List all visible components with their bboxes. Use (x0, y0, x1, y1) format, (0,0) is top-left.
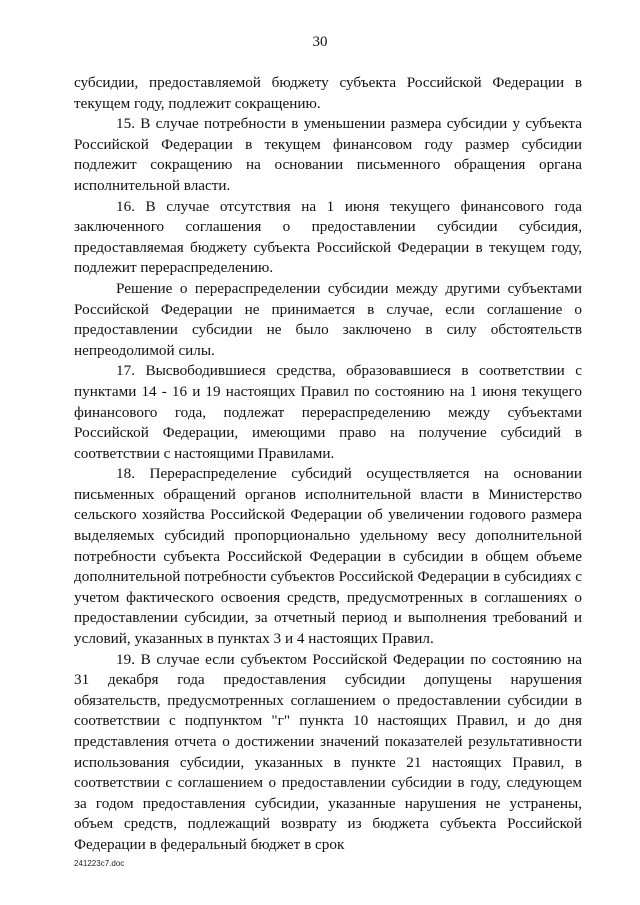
paragraph-redistribution-decision: Решение о перераспределении субсидии между другими субъектами Российской Федерации не принимается в случае, если соглашение о предоставлении субсидии не было заключено в силу обстоятельств непреодолимой силы. (74, 279, 582, 359)
paragraph-item-17: 17. Высвободившиеся средства, образовавшиеся в соответствии с пунктами 14 - 16 и 19 настоящих Правил по состоянию на 1 июня текущего финансового года, подлежат перераспределению между субъектами Российской Федерации, имеющими право на получение субсидий в соответствии с настоящими Правилами. (74, 362, 582, 462)
paragraph-continuation: субсидии, предоставляемой бюджету субъекта Российской Федерации в текущем году, подлежит сокращению. (74, 74, 582, 112)
page-number: 30 (312, 34, 328, 50)
paragraph-item-19: 19. В случае если субъектом Российской Федерации по состоянию на 31 декабря года предоставления субсидии допущены нарушения обязательств, предусмотренных соглашением о предоставлении субсидии в соответствии с подпунктом "г" пункта 10 настоящих Правил, и до дня представления отчета о достижении значений показателей результативности использования субсидии, указанных в пункте 21 настоящих Правил, в соответствии с соглашением о предоставлении субсидии в году, следующем за годом предоставления субсидии, указанные нарушения не устранены, объем средств, подлежащий возврату из бюджета субъекта Российской Федерации в федеральный бюджет в срок (74, 650, 582, 853)
document-body (74, 73, 582, 856)
paragraph-item-16: 16. В случае отсутствия на 1 июня текущего финансового года заключенного соглашения о предоставлении субсидии субсидия, предоставляемая бюджету субъекта Российской Федерации в текущем году, подлежит перераспределению. (74, 197, 582, 277)
document-file-code: 241223c7.doc (74, 859, 125, 868)
paragraph-item-15: 15. В случае потребности в уменьшении размера субсидии у субъекта Российской Федерации в текущем финансовом году размер субсидии подлежит сокращению на основании письменного обращения органа исполнительной власти. (74, 115, 582, 194)
paragraph-item-18: 18. Перераспределение субсидий осуществляется на основании письменных обращений органов исполнительной власти в Министерство сельского хозяйства Российской Федерации об увеличении годового размера выделяемых субсидий пропорционально удельному весу дополнительной потребности субъекта Российской Федерации в субсидии в общем объеме дополнительной потребности субъектов Российской Федерации в субсидиях с учетом фактического освоения средств, предусмотренных в соглашениях о предоставлении субсидии, за отчетный период и выполнения требований и условий, указанных в пунктах 3 и 4 настоящих Правил. (74, 465, 582, 648)
